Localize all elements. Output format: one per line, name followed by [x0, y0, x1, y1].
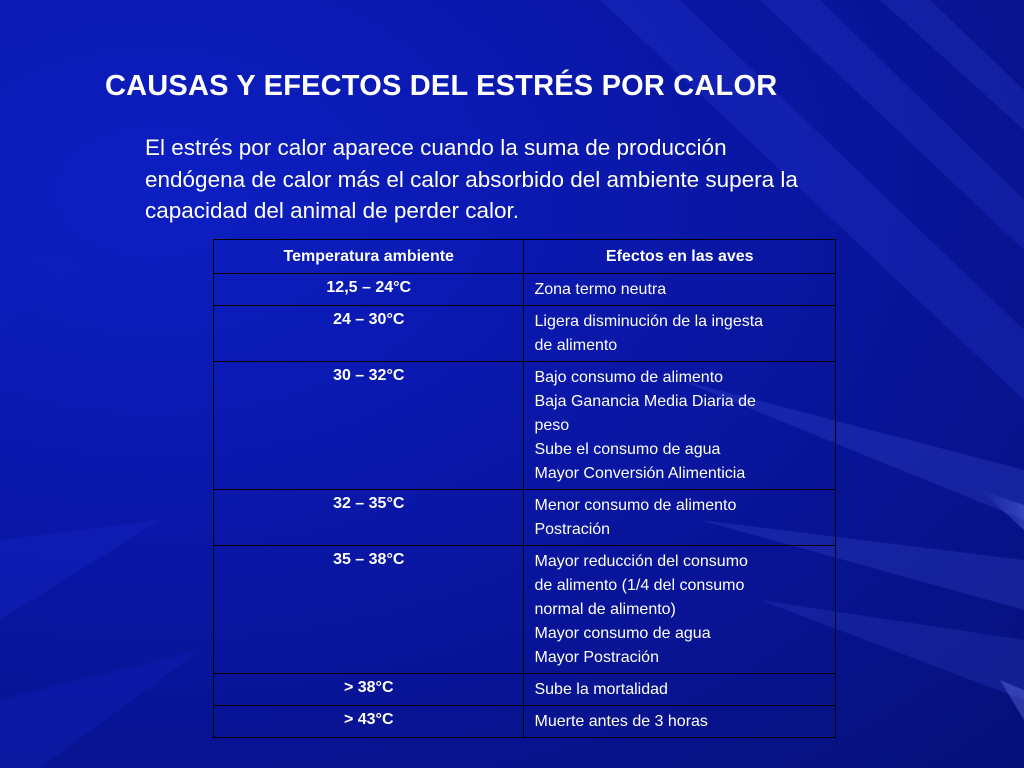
effects-cell: [524, 274, 836, 306]
table-row: [214, 306, 836, 362]
temperature-cell: 12,5 – 24°C: [214, 274, 524, 306]
header-temperature: Temperatura ambiente: [214, 240, 524, 274]
effects-cell: [524, 490, 836, 546]
effect-line: Menor consumo de alimento: [534, 497, 737, 514]
effect-line: de alimento (1/4 del consumo: [534, 577, 745, 594]
effect-line: Baja Ganancia Media Diaria de: [534, 393, 756, 410]
effect-line: Zona termo neutra: [534, 281, 667, 298]
header-effects: Efectos en las aves: [524, 240, 836, 274]
temperature-cell: 32 – 35°C: [214, 490, 524, 546]
temperature-cell: 30 – 32°C: [214, 362, 524, 490]
temperature-cell: > 43°C: [214, 706, 524, 738]
effects-cell: [524, 306, 836, 362]
effect-line: Muerte antes de 3 horas: [534, 713, 708, 730]
temperature-cell: 24 – 30°C: [214, 306, 524, 362]
table-row: [214, 490, 836, 546]
effect-line: Mayor Conversión Alimenticia: [534, 465, 746, 482]
effects-cell: [524, 674, 836, 706]
table-row: [214, 674, 836, 706]
slide-title: CAUSAS Y EFECTOS DEL ESTRÉS POR CALOR: [105, 70, 778, 102]
effects-cell: [524, 546, 836, 674]
effect-line: de alimento: [534, 337, 618, 354]
table-row: [214, 274, 836, 306]
effect-line: Ligera disminución de la ingesta: [534, 313, 764, 330]
effect-line: Mayor Postración: [534, 649, 659, 666]
effect-line: Mayor reducción del consumo: [534, 553, 748, 570]
effect-line: Sube el consumo de agua: [534, 441, 721, 458]
effects-cell: [524, 362, 836, 490]
table-header-row: [214, 240, 836, 274]
effect-line: Sube la mortalidad: [534, 681, 668, 698]
table-row: [214, 362, 836, 490]
effect-line: Bajo consumo de alimento: [534, 369, 724, 386]
effect-line: peso: [534, 417, 570, 434]
effect-line: normal de alimento): [534, 601, 676, 618]
temperature-cell: > 38°C: [214, 674, 524, 706]
table-row: [214, 546, 836, 674]
effects-cell: [524, 706, 836, 738]
effects-table: [213, 239, 836, 738]
effect-line: Postración: [534, 521, 611, 538]
intro-paragraph: El estrés por calor aparece cuando la suma de producción endógena de calor más el calor absorbido del ambiente supera la capacidad del animal de perder calor.: [145, 135, 798, 223]
temperature-cell: 35 – 38°C: [214, 546, 524, 674]
table-row: [214, 706, 836, 738]
effect-line: Mayor consumo de agua: [534, 625, 711, 642]
